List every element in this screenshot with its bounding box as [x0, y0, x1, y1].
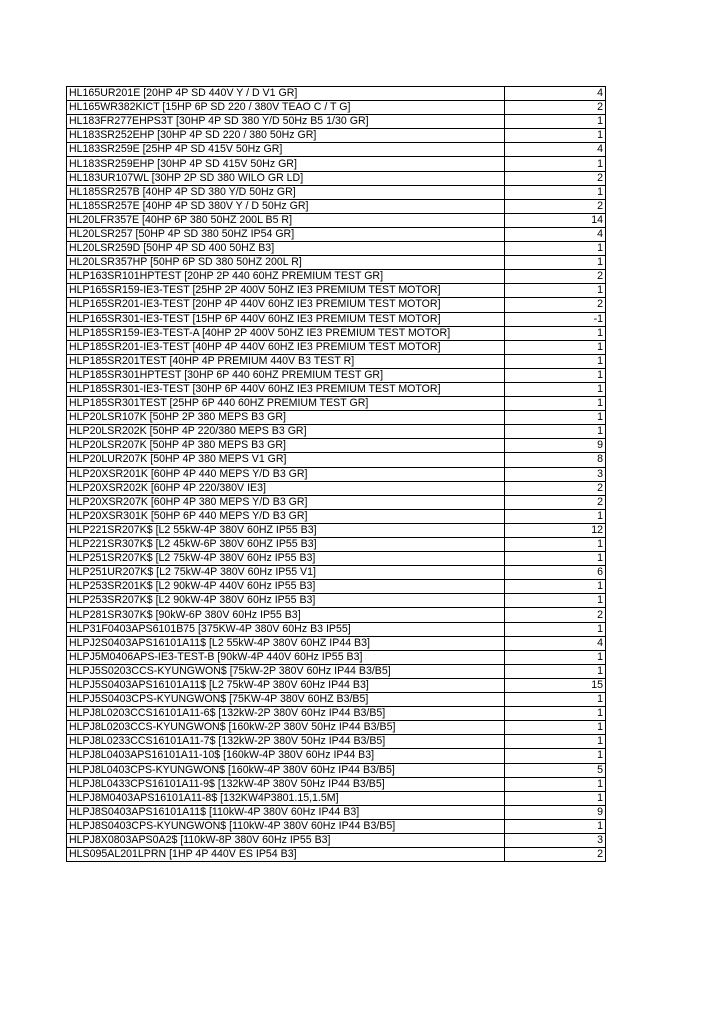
item-description-cell: HLP251UR207K$ [L2 75kW-4P 380V 60Hz IP55 V1]	[67, 566, 505, 580]
table-row	[67, 368, 606, 382]
quantity-cell: 1	[505, 185, 606, 199]
item-description-cell: HLP20LSR107K [50HP 2P 380 MEPS B3 GR]	[67, 411, 505, 425]
item-description-cell: HL20LSR257 [50HP 4P SD 380 50HZ IP54 GR]	[67, 227, 505, 241]
table-row	[67, 707, 606, 721]
quantity-cell: 1	[505, 509, 606, 523]
item-description-cell: HLP165SR159-IE3-TEST [25HP 2P 400V 50HZ IE3 PREMIUM TEST MOTOR]	[67, 284, 505, 298]
item-description-cell: HLPJ8L0433CPS16101A11-9$ [132kW-4P 380V 50Hz IP44 B3/B5]	[67, 777, 505, 791]
quantity-cell: 1	[505, 340, 606, 354]
table-row	[67, 199, 606, 213]
item-description-cell: HLPJ5S0403CPS-KYUNGWON$ [75KW-4P 380V 60HZ B3/B5]	[67, 693, 505, 707]
item-description-cell: HL183SR259EHP [30HP 4P SD 415V 50Hz GR]	[67, 157, 505, 171]
item-description-cell: HLP165SR301-IE3-TEST [15HP 6P 440V 60HZ IE3 PREMIUM TEST MOTOR]	[67, 312, 505, 326]
item-description-cell: HLPJ5S0203CCS-KYUNGWON$ [75kW-2P 380V 60Hz IP44 B3/B5]	[67, 664, 505, 678]
item-description-cell: HL165UR201E [20HP 4P SD 440V Y / D V1 GR]	[67, 87, 505, 101]
item-description-cell: HLP221SR207K$ [L2 55kW-4P 380V 60HZ IP55 B3]	[67, 523, 505, 537]
table-row	[67, 509, 606, 523]
quantity-cell: 2	[505, 495, 606, 509]
table-row	[67, 143, 606, 157]
table-row	[67, 129, 606, 143]
quantity-cell: 1	[505, 650, 606, 664]
quantity-cell: 1	[505, 129, 606, 143]
quantity-cell: 1	[505, 580, 606, 594]
table-row	[67, 157, 606, 171]
item-description-cell: HLP20XSR202K [60HP 4P 220/380V IE3]	[67, 481, 505, 495]
quantity-cell: 3	[505, 833, 606, 847]
item-description-cell: HLP185SR201-IE3-TEST [40HP 4P 440V 60HZ IE3 PREMIUM TEST MOTOR]	[67, 340, 505, 354]
item-description-cell: HLPJ2S0403APS16101A11$ [L2 55kW-4P 380V 60HZ IP44 B3]	[67, 636, 505, 650]
table-row	[67, 594, 606, 608]
quantity-cell: 4	[505, 636, 606, 650]
table-row	[67, 354, 606, 368]
item-description-cell: HL183UR107WL [30HP 2P SD 380 WILO GR LD]	[67, 171, 505, 185]
table-row	[67, 721, 606, 735]
quantity-cell: 4	[505, 87, 606, 101]
item-description-cell: HL165WR382KICT [15HP 6P SD 220 / 380V TEAO C / T G]	[67, 101, 505, 115]
item-description-cell: HL183FR277EHPS3T [30HP 4P SD 380 Y/D 50Hz B5 1/30 GR]	[67, 115, 505, 129]
table-row	[67, 622, 606, 636]
table-row	[67, 608, 606, 622]
item-description-cell: HLP20XSR207K [60HP 4P 380 MEPS Y/D B3 GR]	[67, 495, 505, 509]
item-description-cell: HL185SR257E [40HP 4P SD 380V Y / D 50Hz GR]	[67, 199, 505, 213]
table-row	[67, 411, 606, 425]
table-row	[67, 763, 606, 777]
quantity-cell: 1	[505, 707, 606, 721]
quantity-cell: 1	[505, 538, 606, 552]
item-description-cell: HLP163SR101HPTEST [20HP 2P 440 60HZ PREMIUM TEST GR]	[67, 270, 505, 284]
table-row	[67, 552, 606, 566]
quantity-cell: 1	[505, 777, 606, 791]
table-row	[67, 453, 606, 467]
item-description-cell: HLP253SR201K$ [L2 90kW-4P 440V 60Hz IP55 B3]	[67, 580, 505, 594]
table-row	[67, 777, 606, 791]
table-row	[67, 425, 606, 439]
table-row	[67, 481, 606, 495]
quantity-cell: 1	[505, 693, 606, 707]
quantity-cell: 1	[505, 622, 606, 636]
quantity-cell: 1	[505, 115, 606, 129]
inventory-table	[66, 86, 606, 862]
item-description-cell: HLPJ8L0203CCS16101A11-6$ [132kW-2P 380V 60Hz IP44 B3/B5]	[67, 707, 505, 721]
table-row	[67, 439, 606, 453]
item-description-cell: HL183SR259E [25HP 4P SD 415V 50Hz GR]	[67, 143, 505, 157]
item-description-cell: HLP31F0403APS6101B75 [375KW-4P 380V 60Hz B3 IP55]	[67, 622, 505, 636]
quantity-cell: 1	[505, 256, 606, 270]
item-description-cell: HLP20XSR301K [50HP 6P 440 MEPS Y/D B3 GR]	[67, 509, 505, 523]
table-row	[67, 467, 606, 481]
item-description-cell: HLP221SR307K$ [L2 45kW-6P 380V 60HZ IP55 B3]	[67, 538, 505, 552]
table-row	[67, 580, 606, 594]
quantity-cell: 1	[505, 594, 606, 608]
quantity-cell: 1	[505, 368, 606, 382]
table-row	[67, 848, 606, 862]
table-row	[67, 819, 606, 833]
item-description-cell: HLPJ5S0403APS16101A11$ [L2 75kW-4P 380V 60Hz IP44 B3]	[67, 678, 505, 692]
table-row	[67, 650, 606, 664]
item-description-cell: HLP185SR159-IE3-TEST-A [40HP 2P 400V 50HZ IE3 PREMIUM TEST MOTOR]	[67, 326, 505, 340]
quantity-cell: 1	[505, 411, 606, 425]
quantity-cell: 4	[505, 227, 606, 241]
item-description-cell: HLPJ8M0403APS16101A11-8$ [132KW4P3801.15,1.5M]	[67, 791, 505, 805]
item-description-cell: HLP185SR301TEST [25HP 6P 440 60HZ PREMIUM TEST GR]	[67, 397, 505, 411]
item-description-cell: HLPJ8L0403CPS-KYUNGWON$ [160kW-4P 380V 60Hz IP44 B3/B5]	[67, 763, 505, 777]
inventory-rows	[67, 87, 606, 862]
item-description-cell: HL183SR252EHP [30HP 4P SD 220 / 380 50Hz GR]	[67, 129, 505, 143]
quantity-cell: 1	[505, 326, 606, 340]
item-description-cell: HLP20LUR207K [50HP 4P 380 MEPS V1 GR]	[67, 453, 505, 467]
table-row	[67, 805, 606, 819]
table-row	[67, 523, 606, 537]
quantity-cell: 1	[505, 425, 606, 439]
table-row	[67, 833, 606, 847]
quantity-cell: 1	[505, 791, 606, 805]
quantity-cell: 9	[505, 805, 606, 819]
quantity-cell: 15	[505, 678, 606, 692]
item-description-cell: HL20LSR259D [50HP 4P SD 400 50HZ B3]	[67, 242, 505, 256]
table-row	[67, 397, 606, 411]
quantity-cell: 4	[505, 143, 606, 157]
table-row	[67, 636, 606, 650]
quantity-cell: 1	[505, 354, 606, 368]
table-row	[67, 242, 606, 256]
item-description-cell: HLPJ8L0233CCS16101A11-7$ [132kW-2P 380V 50Hz IP44 B3/B5]	[67, 735, 505, 749]
quantity-cell: 9	[505, 439, 606, 453]
item-description-cell: HLPJ8S0403CPS-KYUNGWON$ [110kW-4P 380V 60Hz IP44 B3/B5]	[67, 819, 505, 833]
quantity-cell: 2	[505, 298, 606, 312]
item-description-cell: HLP20XSR201K [60HP 4P 440 MEPS Y/D B3 GR]	[67, 467, 505, 481]
table-row	[67, 213, 606, 227]
table-row	[67, 749, 606, 763]
quantity-cell: 6	[505, 566, 606, 580]
table-row	[67, 382, 606, 396]
table-row	[67, 270, 606, 284]
quantity-cell: 1	[505, 397, 606, 411]
table-row	[67, 566, 606, 580]
item-description-cell: HLPJ8S0403APS16101A11$ [110kW-4P 380V 60Hz IP44 B3]	[67, 805, 505, 819]
item-description-cell: HLPJ8L0403APS16101A11-10$ [160kW-4P 380V 60Hz IP44 B3]	[67, 749, 505, 763]
quantity-cell: 1	[505, 664, 606, 678]
quantity-cell: 12	[505, 523, 606, 537]
item-description-cell: HLP185SR301-IE3-TEST [30HP 6P 440V 60HZ IE3 PREMIUM TEST MOTOR]	[67, 382, 505, 396]
table-row	[67, 101, 606, 115]
table-row	[67, 340, 606, 354]
quantity-cell: 8	[505, 453, 606, 467]
quantity-cell: 14	[505, 213, 606, 227]
item-description-cell: HL185SR257B [40HP 4P SD 380 Y/D 50Hz GR]	[67, 185, 505, 199]
item-description-cell: HLP251SR207K$ [L2 75kW-4P 380V 60Hz IP55 B3]	[67, 552, 505, 566]
quantity-cell: 1	[505, 749, 606, 763]
table-row	[67, 664, 606, 678]
quantity-cell: 5	[505, 763, 606, 777]
quantity-cell: 1	[505, 552, 606, 566]
quantity-cell: 2	[505, 608, 606, 622]
item-description-cell: HLPJ8L0203CCS-KYUNGWON$ [160kW-2P 380V 50Hz IP44 B3/B5]	[67, 721, 505, 735]
quantity-cell: 3	[505, 467, 606, 481]
table-row	[67, 227, 606, 241]
quantity-cell: 1	[505, 819, 606, 833]
table-row	[67, 495, 606, 509]
item-description-cell: HLS095AL201LPRN [1HP 4P 440V ES IP54 B3]	[67, 848, 505, 862]
quantity-cell: 1	[505, 735, 606, 749]
table-row	[67, 298, 606, 312]
item-description-cell: HLP20LSR202K [50HP 4P 220/380 MEPS B3 GR]	[67, 425, 505, 439]
item-description-cell: HLP20LSR207K [50HP 4P 380 MEPS B3 GR]	[67, 439, 505, 453]
item-description-cell: HLPJ5M0406APS-IE3-TEST-B [90kW-4P 440V 60Hz IP55 B3]	[67, 650, 505, 664]
table-row	[67, 87, 606, 101]
quantity-cell: 1	[505, 157, 606, 171]
quantity-cell: 2	[505, 199, 606, 213]
quantity-cell: 2	[505, 481, 606, 495]
table-row	[67, 678, 606, 692]
item-description-cell: HL20LSR357HP [50HP 6P SD 380 50HZ 200L R]	[67, 256, 505, 270]
quantity-cell: 2	[505, 848, 606, 862]
quantity-cell: 1	[505, 284, 606, 298]
item-description-cell: HL20LFR357E [40HP 6P 380 50HZ 200L B5 R]	[67, 213, 505, 227]
quantity-cell: -1	[505, 312, 606, 326]
item-description-cell: HLP185SR201TEST [40HP 4P PREMIUM 440V B3 TEST R]	[67, 354, 505, 368]
quantity-cell: 1	[505, 721, 606, 735]
item-description-cell: HLP253SR207K$ [L2 90kW-4P 380V 60Hz IP55 B3]	[67, 594, 505, 608]
item-description-cell: HLPJ8X0803APS0A2$ [110kW-8P 380V 60Hz IP55 B3]	[67, 833, 505, 847]
table-row	[67, 284, 606, 298]
quantity-cell: 1	[505, 242, 606, 256]
table-row	[67, 185, 606, 199]
table-row	[67, 115, 606, 129]
table-row	[67, 326, 606, 340]
table-row	[67, 171, 606, 185]
quantity-cell: 2	[505, 270, 606, 284]
table-row	[67, 735, 606, 749]
quantity-cell: 1	[505, 382, 606, 396]
item-description-cell: HLP165SR201-IE3-TEST [20HP 4P 440V 60HZ IE3 PREMIUM TEST MOTOR]	[67, 298, 505, 312]
item-description-cell: HLP281SR307K$ [90kW-6P 380V 60Hz IP55 B3]	[67, 608, 505, 622]
table-row	[67, 693, 606, 707]
quantity-cell: 2	[505, 171, 606, 185]
table-row	[67, 791, 606, 805]
table-row	[67, 312, 606, 326]
quantity-cell: 2	[505, 101, 606, 115]
item-description-cell: HLP185SR301HPTEST [30HP 6P 440 60HZ PREMIUM TEST GR]	[67, 368, 505, 382]
table-row	[67, 538, 606, 552]
table-row	[67, 256, 606, 270]
